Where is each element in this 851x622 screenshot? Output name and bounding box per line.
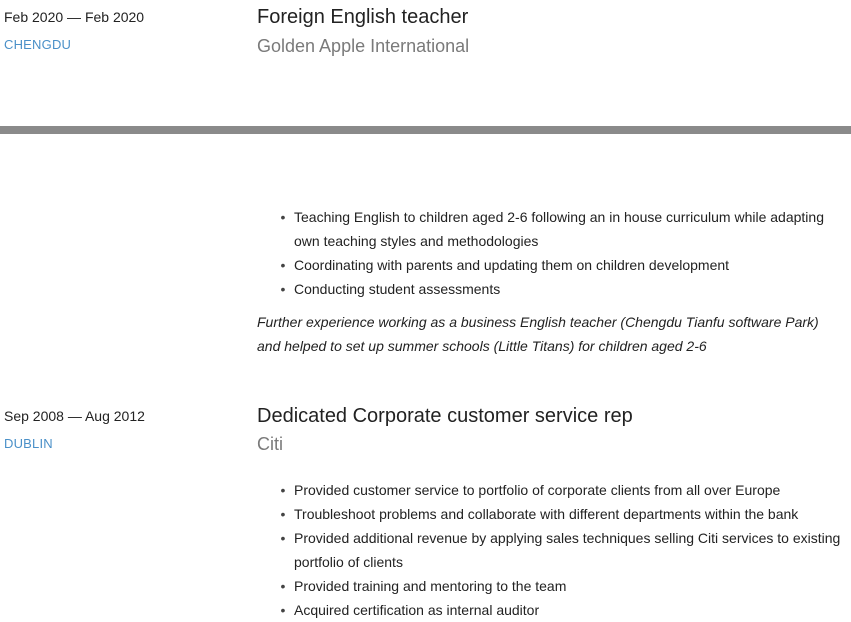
responsibilities-list: [278, 478, 844, 622]
bullet-icon: •: [280, 257, 286, 273]
date-range: Feb 2020 — Feb 2020: [4, 9, 145, 25]
bullet-icon: •: [280, 482, 286, 498]
bullet-icon: •: [280, 530, 286, 546]
date-range: Sep 2008 — Aug 2012: [4, 408, 145, 424]
list-item-text: Coordinating with parents and updating them on children development: [294, 257, 730, 273]
bullet-icon: •: [280, 602, 286, 618]
list-item: [278, 574, 844, 598]
company-name: Golden Apple International: [257, 36, 470, 56]
list-item: [278, 526, 844, 574]
bullet-icon: •: [280, 506, 286, 522]
list-item-text: Troubleshoot problems and collaborate with different departments within the bank: [294, 506, 799, 522]
list-item: [278, 253, 844, 277]
company-name: Citi: [257, 434, 283, 454]
list-item: [278, 205, 844, 253]
job-title: Dedicated Corporate customer service rep: [257, 405, 633, 427]
bullet-icon: •: [280, 281, 286, 297]
location-label: CHENGDU: [4, 37, 72, 52]
list-item-text: Conducting student assessments: [294, 281, 501, 297]
job-title: Foreign English teacher: [257, 6, 469, 28]
responsibilities-list: [278, 205, 844, 301]
section-divider: [0, 126, 851, 134]
list-item-text: Teaching English to children aged 2-6 following an in house curriculum while adapting own teaching styles and methodologies: [294, 209, 824, 249]
list-item-text: Acquired certification as internal auditor: [294, 602, 540, 618]
list-item: [278, 478, 844, 502]
list-item-text: Provided training and mentoring to the team: [294, 578, 567, 594]
list-item-text: Provided customer service to portfolio of corporate clients from all over Europe: [294, 482, 781, 498]
list-item: [278, 277, 844, 301]
list-item-text: Provided additional revenue by applying sales techniques selling Citi services to existing portfolio of clients: [294, 530, 841, 570]
additional-experience-note: Further experience working as a business English teacher (Chengdu Tianfu software Park) and helped to set up summer schools (Little Titans) for children aged 2-6: [257, 314, 819, 354]
bullet-icon: •: [280, 209, 286, 225]
list-item: [278, 598, 844, 622]
bullet-icon: •: [280, 578, 286, 594]
list-item: [278, 502, 844, 526]
location-label: DUBLIN: [4, 436, 53, 451]
